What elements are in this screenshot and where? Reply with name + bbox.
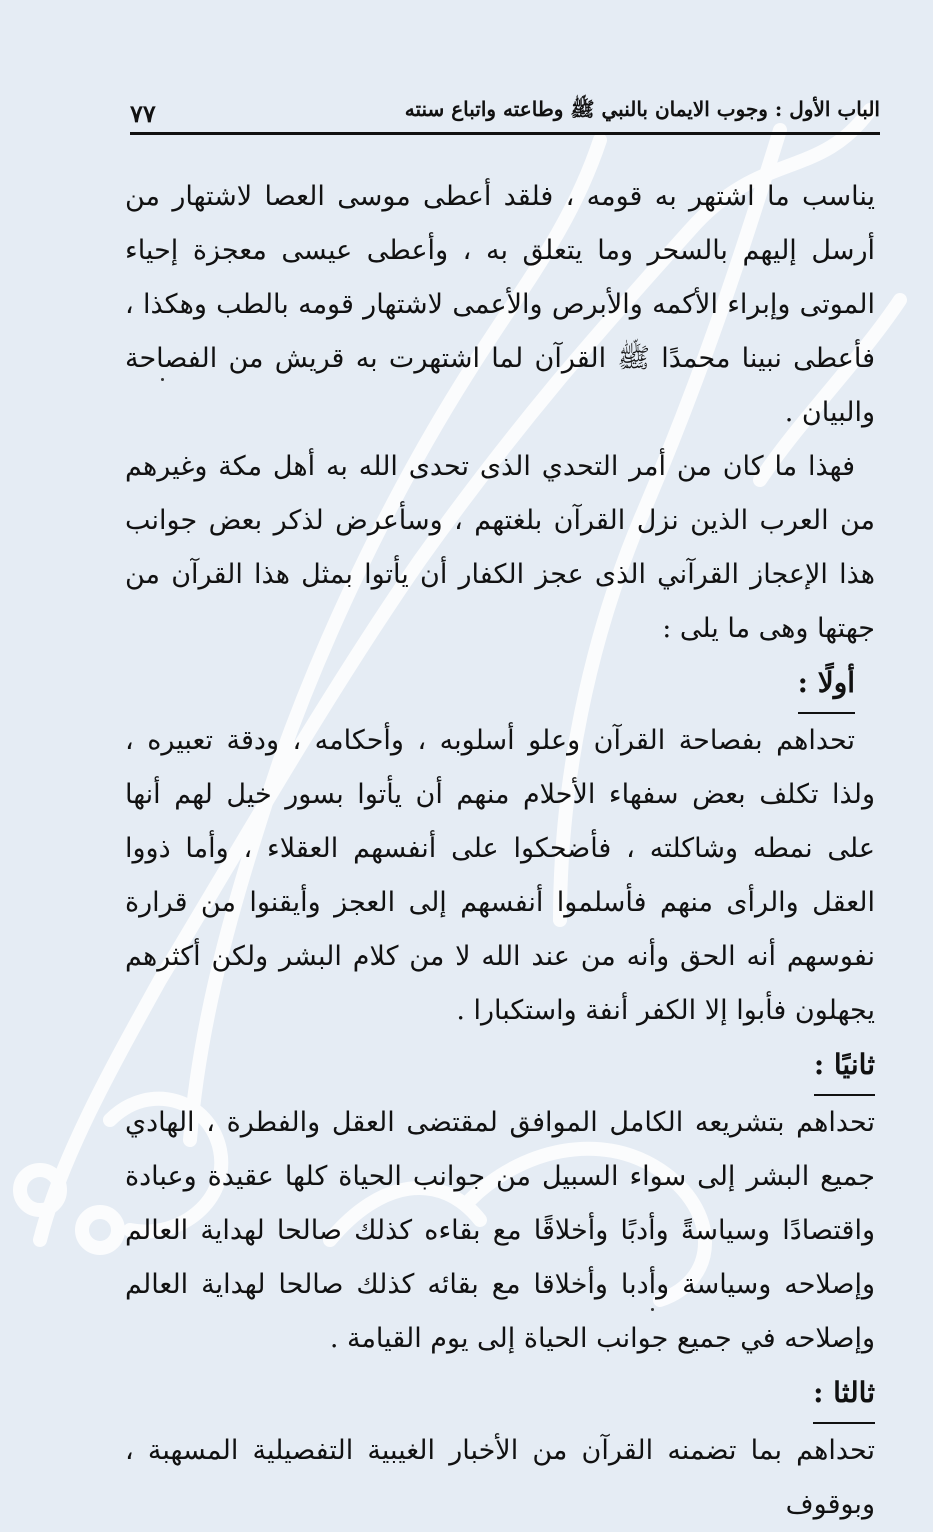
paragraph-3: تحداهم بفصاحة القرآن وعلو أسلوبه ، وأحكامه ، ودقة تعبيره ، ولذا تكلف بعض سفهاء الأحلام منهم أن يأتوا بسور خيل لهم أنها على نمطه وشاكلته ، فأضحكوا على أنفسهم العقلاء ، وأما ذووا العقل والرأى منهم فأسلموا أنفسهم إلى العجز وأيقنوا من قرارة نفوسهم أنه الحق وأنه من عند الله لا من كلام البشر ولكن أكثرهم يجهلون فأبوا إلا الكفر أنفة واستكبارا .: [125, 725, 875, 1026]
paragraph-1: يناسب ما اشتهر به قومه ، فلقد أعطى موسى العصا لاشتهار من أرسل إليهم بالسحر وما يتعلق به ، وأعطى عيسى معجزة إحياء الموتى وإبراء الأكمه والأبرص والأعمى لاشتهار قومه بالطب وهكذا ، فأعطى نبينا محمدًا ﷺ القرآن لما اشتهرت به قريش من الفصاحة والبيان .: [125, 181, 875, 428]
paragraph-5: تحداهم بما تضمنه القرآن من الأخبار الغيبية التفصيلية المسهبة ، وبوقوف: [125, 1435, 875, 1520]
section-heading-second: ثانيًا :: [814, 1038, 875, 1096]
section-heading-2-wrap: [125, 1038, 875, 1096]
running-title: الباب الأول : وجوب الايمان بالنبي ﷺ وطاعته واتباع سنته: [404, 97, 880, 121]
scan-speck: [651, 1308, 654, 1311]
paragraph-4: تحداهم بتشريعه الكامل الموافق لمقتضى العقل والفطرة ، الهادي جميع البشر إلى سواء السبيل من جوانب الحياة كلها عقيدة وعبادة واقتصادًا وسياسةً وأدبًا وأخلاقًا مع بقاءه كذلك صالحا لهداية العالم وإصلاحه وسياسة وأدبا وأخلاقا مع بقائه كذلك صالحا لهداية العالم وإصلاحه في جميع جوانب الحياة إلى يوم القيامة .: [125, 1107, 875, 1354]
body-text: [125, 170, 875, 1532]
section-heading-first: أولًا :: [798, 656, 855, 714]
page-number: ٧٧: [130, 99, 156, 128]
paragraph-2: فهذا ما كان من أمر التحدي الذى تحدى الله به أهل مكة وغيرهم من العرب الذين نزل القرآن بلغتهم ، وسأعرض لذكر بعض جوانب هذا الإعجاز القرآني الذى عجز الكفار أن يأتوا بمثل هذا القرآن من جهتها وهى ما يلى :: [125, 451, 875, 644]
section-heading-1-wrap: [125, 656, 875, 714]
scan-speck: [161, 378, 164, 381]
page-header: [130, 92, 880, 135]
section-heading-third: ثالثا :: [813, 1366, 875, 1424]
